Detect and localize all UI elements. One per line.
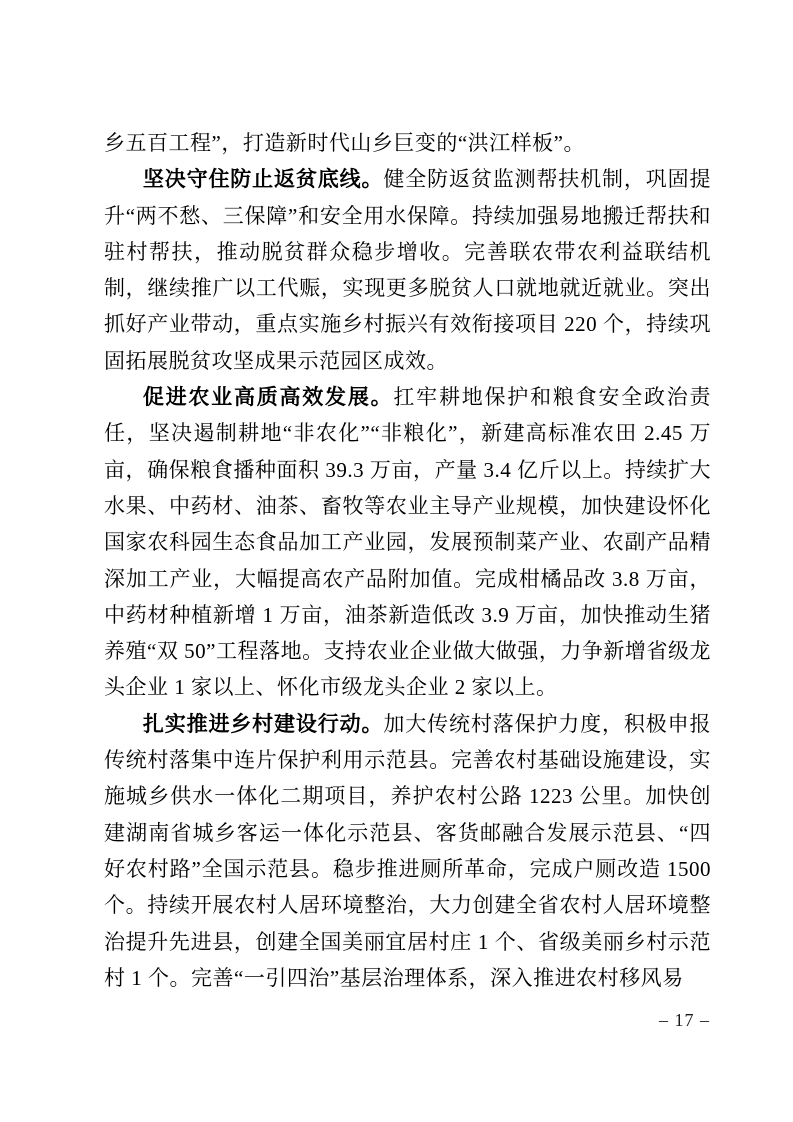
paragraph-text: 乡五百工程”，打造新时代山乡巨变的“洪江样板”。: [104, 131, 585, 155]
paragraph-lead: 扎实推进乡村建设行动。: [142, 711, 384, 736]
page-body-text: [104, 125, 711, 996]
paragraph-rural-construction: [104, 706, 711, 996]
paragraph-text: 加大传统村落保护力度，积极申报传统村落集中连片保护利用示范县。完善农村基础设施建设，实施城乡供水一体化二期项目，养护农村公路 1223 公里。加快创建湖南省城乡客运一体化示范县、客货邮融合发展示范县、“四好农村路”全国示范县。稳步推进厕所革命，完成户厕改造 1500 个。持续开展农村人居环境整治，大力创建全省农村人居环境整治提升先进县，创建全国美丽宜居村庄 1 个、省级美丽乡村示范村 1 个。完善“一引四治”基层治理体系，深入推进农村移风易: [104, 711, 712, 990]
paragraph-text: 扛牢耕地保护和粮食安全政治责任，坚决遏制耕地“非农化”“非粮化”，新建高标准农田 2.45 万亩，确保粮食播种面积 39.3 万亩，产量 3.4 亿斤以上。持续扩大水果、中药材、油茶、畜牧等农业主导产业规模，加快建设怀化国家农科园生态食品加工产业园，发展预制菜产业、农副产品精深加工产业，大幅提高农产品附加值。完成柑橘品改 3.8 万亩，中药材种植新增 1 万亩，油茶新造低改 3.9 万亩，加快推动生猪养殖“双 50”工程落地。支持农业企业做大做强，力争新增省级龙头企业 1 家以上、怀化市级龙头企业 2 家以上。: [104, 385, 712, 700]
page-number: – 17 –: [659, 1010, 710, 1030]
paragraph-agriculture-development: [104, 379, 711, 706]
paragraph-poverty-prevention: [104, 161, 711, 379]
paragraph-lead: 坚决守住防止返贫底线。: [142, 167, 384, 192]
paragraph-lead: 促进农业高质高效发展。: [142, 385, 394, 410]
paragraph-continuation: [104, 125, 711, 161]
paragraph-text: 健全防返贫监测帮扶机制，巩固提升“两不愁、三保障”和安全用水保障。持续加强易地搬迁帮扶和驻村帮扶，推动脱贫群众稳步增收。完善联农带农利益联结机制，继续推广以工代赈，实现更多脱贫人口就地就近就业。突出抓好产业带动，重点实施乡村振兴有效衔接项目 220 个，持续巩固拓展脱贫攻坚成果示范园区成效。: [104, 167, 712, 373]
